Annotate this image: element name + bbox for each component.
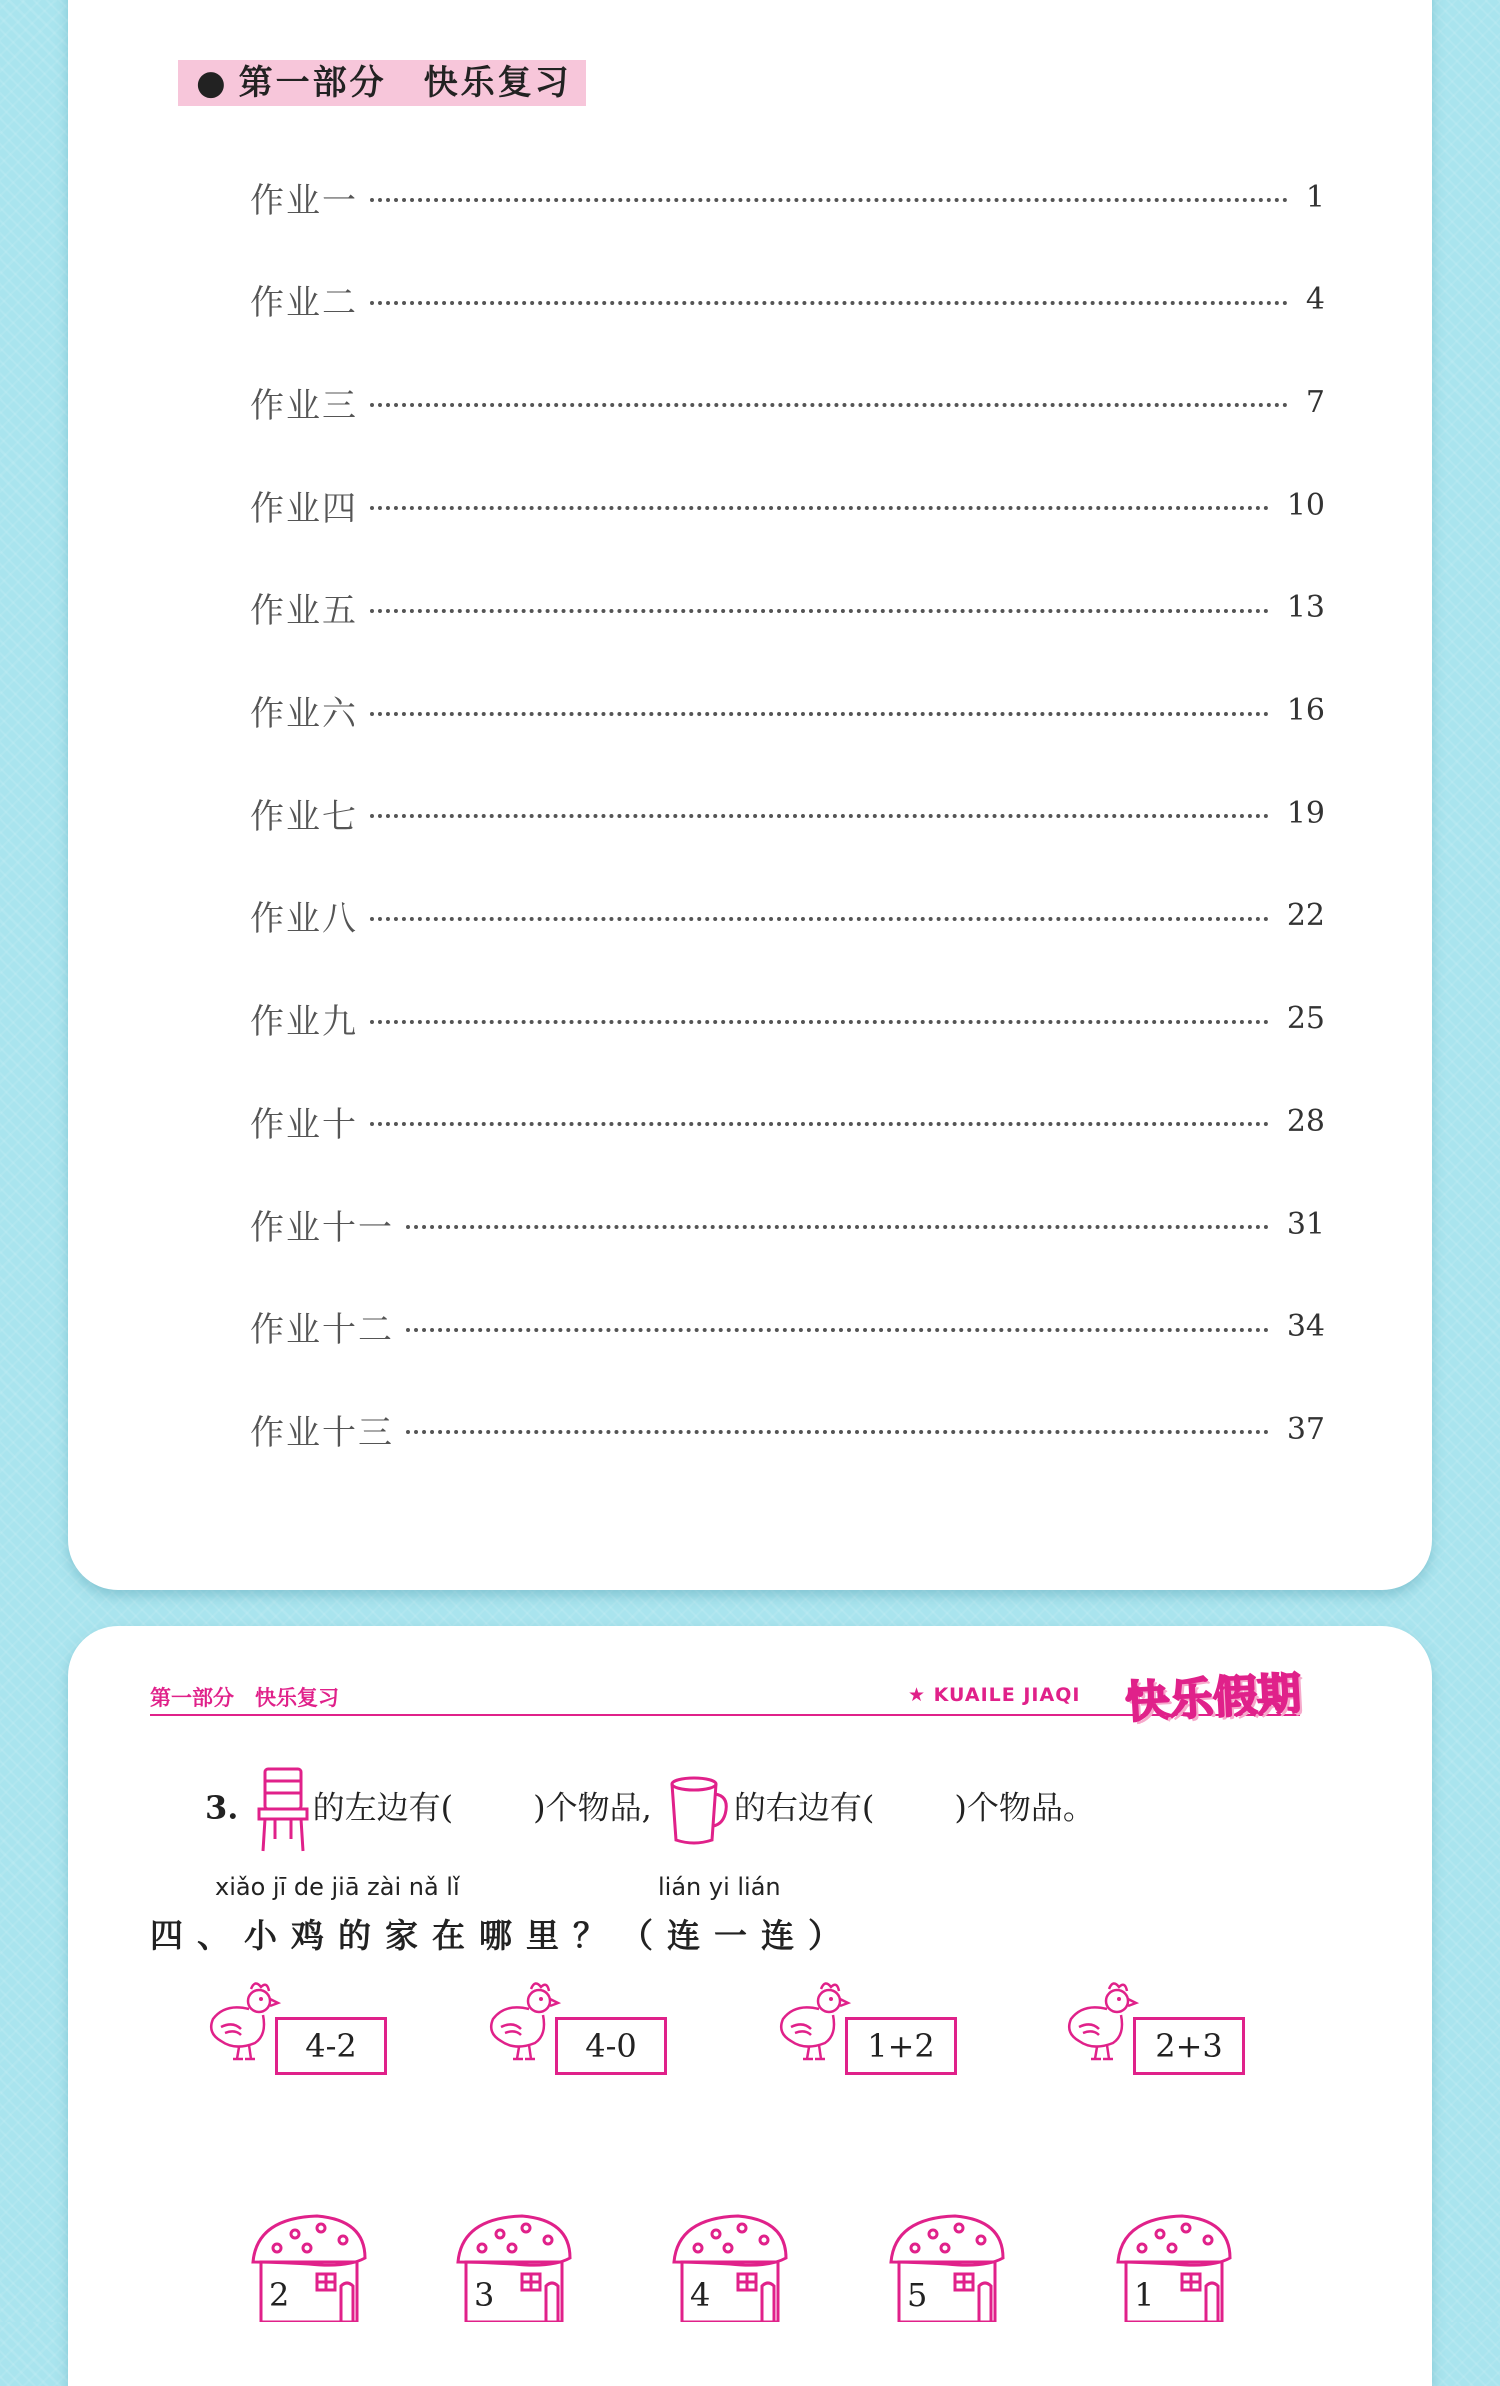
house-card[interactable] [452, 2212, 576, 2322]
toc-entry[interactable] [250, 891, 1325, 941]
house-number: 2 [269, 2276, 290, 2314]
question-4-title: 四、小鸡的家在哪里？（连一连） [150, 1916, 855, 1955]
toc-entry-page: 31 [1286, 1206, 1325, 1242]
chick-card[interactable] [1063, 1975, 1253, 2075]
pinyin-line-1: xiǎo jī de jiā zài nǎ lǐ [215, 1873, 460, 1901]
toc-entry-page: 34 [1286, 1309, 1325, 1345]
toc-entry-page: 19 [1286, 795, 1325, 831]
mushroom-house-icon [885, 2212, 1009, 2322]
toc-entry-label: 作业九 [250, 1002, 358, 1043]
question-number: 3. [205, 1788, 239, 1827]
pinyin-line-2: lián yi lián [658, 1873, 781, 1901]
house-card[interactable] [247, 2212, 371, 2322]
toc-entry[interactable] [250, 788, 1325, 838]
cup-icon [666, 1774, 730, 1846]
section-title [178, 60, 586, 106]
toc-leader-dots [406, 1430, 1269, 1434]
toc-entry-label: 作业十三 [250, 1412, 394, 1453]
chick-icon [485, 1975, 565, 2065]
toc-entry-label: 作业八 [250, 899, 358, 940]
toc-entry-label: 作业六 [250, 694, 358, 734]
chick-card[interactable] [485, 1975, 675, 2075]
toc-entry-page: 4 [1305, 282, 1325, 318]
toc-entry-page: 13 [1286, 590, 1325, 626]
toc-leader-dots [370, 198, 1288, 202]
toc-entry[interactable] [250, 377, 1325, 427]
toc-entry-label: 作业十二 [250, 1310, 394, 1351]
house-number: 1 [1134, 2276, 1155, 2314]
toc-entry[interactable] [250, 994, 1325, 1044]
toc-leader-dots [370, 814, 1269, 818]
section-title-text: 第一部分 快乐复习 [238, 63, 572, 103]
toc-entry-label: 作业十 [250, 1104, 358, 1145]
mushroom-house-icon [1112, 2212, 1236, 2322]
toc-leader-dots [370, 301, 1288, 305]
q3-right-text: 的右边有( [733, 1788, 875, 1827]
toc-entry[interactable] [250, 1404, 1325, 1454]
expression-box: 4-0 [555, 2017, 667, 2075]
house-number: 5 [907, 2276, 928, 2314]
house-number: 3 [474, 2276, 495, 2314]
toc-entry-label: 作业五 [250, 591, 358, 632]
mushroom-house-icon [452, 2212, 576, 2322]
chick-icon [1063, 1975, 1143, 2065]
toc-leader-dots [370, 1020, 1269, 1024]
house-number: 4 [690, 2276, 711, 2314]
preview-header-right: ★ KUAILE JIAQI [908, 1684, 1081, 1706]
toc-leader-dots [406, 1225, 1269, 1229]
toc-entry[interactable] [250, 1096, 1325, 1146]
toc-entry-page: 28 [1286, 1103, 1325, 1139]
toc-entry[interactable] [250, 1302, 1325, 1352]
toc-entry-label: 作业二 [250, 283, 358, 324]
toc-leader-dots [370, 609, 1269, 613]
toc-leader-dots [406, 1328, 1269, 1332]
toc-entry-label: 作业七 [250, 796, 358, 837]
toc-entry-label: 作业一 [250, 180, 358, 221]
toc-leader-dots [370, 1122, 1269, 1126]
expression-box: 1+2 [845, 2017, 957, 2075]
house-card[interactable] [885, 2212, 1009, 2322]
house-card[interactable] [668, 2212, 792, 2322]
chick-icon [205, 1975, 285, 2065]
toc-entry[interactable] [250, 1199, 1325, 1249]
bullet-icon: ● [196, 63, 229, 103]
house-card[interactable] [1112, 2212, 1236, 2322]
toc-entry[interactable] [250, 172, 1325, 222]
toc-entry[interactable] [250, 686, 1325, 736]
toc-entry[interactable] [250, 480, 1325, 530]
mushroom-house-icon [668, 2212, 792, 2322]
toc-entry-label: 作业四 [250, 488, 358, 529]
toc-leader-dots [370, 403, 1288, 407]
toc-entry-label: 作业十一 [250, 1207, 394, 1248]
brand-logo: 快乐假期 [1124, 1668, 1303, 1729]
toc-entry-page: 25 [1286, 1001, 1325, 1037]
toc-entry[interactable] [250, 583, 1325, 633]
mushroom-house-icon [247, 2212, 371, 2322]
toc-entry[interactable] [250, 275, 1325, 325]
toc-leader-dots [370, 712, 1269, 716]
q3-mid-text: )个物品, [533, 1788, 652, 1827]
toc-entry-page: 37 [1286, 1411, 1325, 1447]
toc-leader-dots [370, 506, 1269, 510]
toc-entry-page: 22 [1286, 898, 1325, 934]
toc-entry-page: 1 [1305, 179, 1325, 215]
q3-end-text: )个物品。 [954, 1788, 1095, 1827]
toc-leader-dots [370, 917, 1269, 921]
q3-left-text: 的左边有( [312, 1788, 454, 1827]
chick-card[interactable] [775, 1975, 965, 2075]
question-3 [205, 1765, 1095, 1855]
preview-header-left: 第一部分 快乐复习 [150, 1686, 339, 1710]
toc-entry-page: 10 [1286, 487, 1325, 523]
toc-entry-label: 作业三 [250, 385, 358, 426]
chick-icon [775, 1975, 855, 2065]
expression-box: 4-2 [275, 2017, 387, 2075]
chick-card[interactable] [205, 1975, 395, 2075]
toc-entry-page: 7 [1305, 384, 1325, 420]
toc-entry-page: 16 [1286, 693, 1325, 728]
chair-icon [255, 1765, 311, 1855]
expression-box: 2+3 [1133, 2017, 1245, 2075]
